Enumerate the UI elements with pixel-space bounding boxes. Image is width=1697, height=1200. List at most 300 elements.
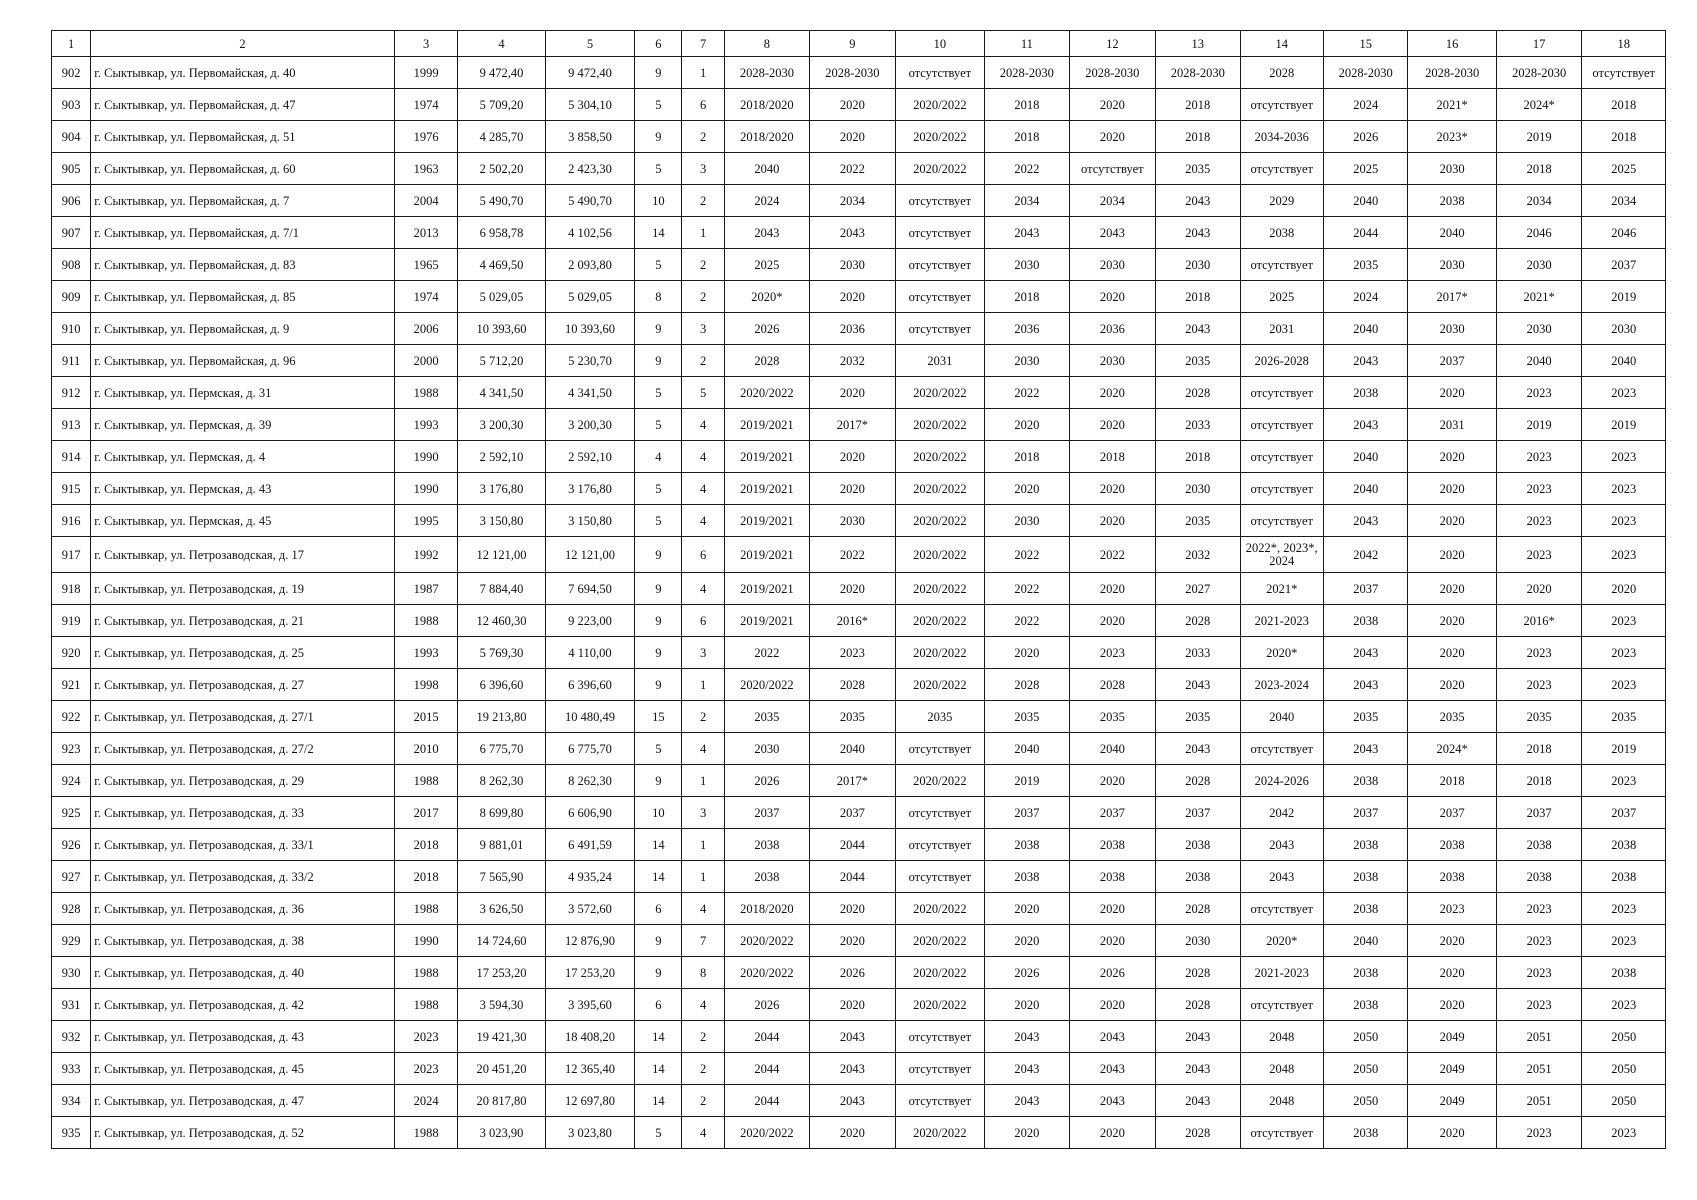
table-cell: 1974 bbox=[394, 281, 457, 313]
address-cell: г. Сыктывкар, ул. Первомайская, д. 47 bbox=[91, 89, 395, 121]
table-row bbox=[52, 121, 1666, 153]
table-cell: 2043 bbox=[985, 1085, 1069, 1117]
table-cell: 1990 bbox=[394, 925, 457, 957]
row-number-cell: 908 bbox=[52, 249, 91, 281]
table-cell: 2038 bbox=[1496, 861, 1581, 893]
table-cell: 2024-2026 bbox=[1240, 765, 1323, 797]
table-cell: 2043 bbox=[1069, 1021, 1155, 1053]
table-cell: 2 502,20 bbox=[458, 153, 545, 185]
table-cell: 2023 bbox=[1069, 637, 1155, 669]
table-cell: 2028 bbox=[1156, 765, 1240, 797]
table-cell: 1993 bbox=[394, 637, 457, 669]
table-cell: 2040 bbox=[1496, 345, 1581, 377]
table-cell: 1988 bbox=[394, 989, 457, 1021]
table-cell: 3 200,30 bbox=[458, 409, 545, 441]
table-cell: 2040 bbox=[1323, 441, 1407, 473]
table-cell: 2020 bbox=[985, 473, 1069, 505]
table-cell: 6 396,60 bbox=[458, 669, 545, 701]
table-cell: 2031 bbox=[1240, 313, 1323, 345]
table-cell: 2030 bbox=[724, 733, 809, 765]
table-cell: 12 121,00 bbox=[458, 537, 545, 573]
address-cell: г. Сыктывкар, ул. Пермская, д. 45 bbox=[91, 505, 395, 537]
table-cell: 2048 bbox=[1240, 1085, 1323, 1117]
table-cell: 2035 bbox=[1496, 701, 1581, 733]
row-number-cell: 909 bbox=[52, 281, 91, 313]
table-cell: 2038 bbox=[1323, 765, 1407, 797]
table-cell: 5 bbox=[635, 249, 682, 281]
table-cell: 2043 bbox=[1156, 217, 1240, 249]
table-cell: 3 858,50 bbox=[545, 121, 634, 153]
table-cell: 2040 bbox=[724, 153, 809, 185]
table-cell: 2043 bbox=[1156, 1021, 1240, 1053]
table-row bbox=[52, 1021, 1666, 1053]
table-cell: 2031 bbox=[1408, 409, 1496, 441]
table-cell: 2028 bbox=[724, 345, 809, 377]
table-cell: 2020/2022 bbox=[895, 637, 984, 669]
address-cell: г. Сыктывкар, ул. Первомайская, д. 9 bbox=[91, 313, 395, 345]
table-cell: 2038 bbox=[1408, 861, 1496, 893]
table-cell: 2028-2030 bbox=[724, 57, 809, 89]
table-cell: 2038 bbox=[1323, 861, 1407, 893]
table-cell: 14 bbox=[635, 1085, 682, 1117]
column-number-cell: 7 bbox=[682, 31, 724, 57]
table-cell: 2018 bbox=[1582, 121, 1666, 153]
table-cell: 2049 bbox=[1408, 1085, 1496, 1117]
table-cell: 2033 bbox=[1156, 409, 1240, 441]
address-cell: г. Сыктывкар, ул. Петрозаводская, д. 17 bbox=[91, 537, 395, 573]
table-cell: 5 029,05 bbox=[458, 281, 545, 313]
table-cell: 2038 bbox=[1156, 829, 1240, 861]
table-cell: 2043 bbox=[810, 1053, 895, 1085]
table-cell: 2023 bbox=[1496, 957, 1581, 989]
table-cell: 2022 bbox=[724, 637, 809, 669]
table-cell: 2038 bbox=[1323, 605, 1407, 637]
row-number-cell: 923 bbox=[52, 733, 91, 765]
table-cell: 2043 bbox=[1240, 829, 1323, 861]
table-cell: 2043 bbox=[1156, 1053, 1240, 1085]
table-cell: 2035 bbox=[1323, 249, 1407, 281]
table-cell: 1990 bbox=[394, 441, 457, 473]
table-cell: 2016* bbox=[1496, 605, 1581, 637]
column-number-cell: 16 bbox=[1408, 31, 1496, 57]
table-cell: 2022 bbox=[810, 537, 895, 573]
table-cell: 2 bbox=[682, 121, 724, 153]
column-number-cell: 3 bbox=[394, 31, 457, 57]
table-cell: 2020/2022 bbox=[895, 441, 984, 473]
table-cell: 2020 bbox=[810, 121, 895, 153]
table-cell: 2 592,10 bbox=[458, 441, 545, 473]
row-number-cell: 904 bbox=[52, 121, 91, 153]
table-cell: 2023 bbox=[1582, 989, 1666, 1021]
table-cell: 3 bbox=[682, 637, 724, 669]
table-cell: 5 029,05 bbox=[545, 281, 634, 313]
table-cell: 2 bbox=[682, 345, 724, 377]
table-cell: 6 bbox=[635, 989, 682, 1021]
table-cell: 2020 bbox=[1408, 669, 1496, 701]
table-cell: 2037 bbox=[1496, 797, 1581, 829]
table-cell: 2020 bbox=[1408, 537, 1496, 573]
table-cell: 2034-2036 bbox=[1240, 121, 1323, 153]
address-cell: г. Сыктывкар, ул. Петрозаводская, д. 33/2 bbox=[91, 861, 395, 893]
table-row bbox=[52, 153, 1666, 185]
column-number-cell: 4 bbox=[458, 31, 545, 57]
table-cell: отсутствует bbox=[895, 185, 984, 217]
table-cell: 2022 bbox=[985, 573, 1069, 605]
table-cell: 2028 bbox=[1156, 957, 1240, 989]
table-cell: 3 bbox=[682, 313, 724, 345]
table-cell: 9 472,40 bbox=[458, 57, 545, 89]
table-cell: 2028 bbox=[1156, 989, 1240, 1021]
table-cell: 2043 bbox=[985, 1021, 1069, 1053]
table-cell: 2023 bbox=[1582, 377, 1666, 409]
column-number-cell: 11 bbox=[985, 31, 1069, 57]
table-cell: 2044 bbox=[1323, 217, 1407, 249]
table-cell: 1 bbox=[682, 217, 724, 249]
table-row bbox=[52, 57, 1666, 89]
table-cell: 5 490,70 bbox=[458, 185, 545, 217]
table-cell: 2017* bbox=[810, 409, 895, 441]
table-cell: 2027 bbox=[1156, 573, 1240, 605]
table-cell: 2030 bbox=[1408, 313, 1496, 345]
table-cell: 2020 bbox=[1496, 573, 1581, 605]
table-cell: 5 bbox=[635, 733, 682, 765]
table-cell: 1 bbox=[682, 861, 724, 893]
table-cell: 2020 bbox=[1408, 925, 1496, 957]
table-cell: 2020 bbox=[1408, 989, 1496, 1021]
table-cell: 1 bbox=[682, 669, 724, 701]
table-cell: 2035 bbox=[1156, 701, 1240, 733]
table-cell: 2018 bbox=[1069, 441, 1155, 473]
table-cell: 3 176,80 bbox=[458, 473, 545, 505]
table-cell: 2038 bbox=[1069, 861, 1155, 893]
table-cell: 2037 bbox=[1323, 573, 1407, 605]
table-cell: 2018 bbox=[394, 861, 457, 893]
table-cell: 20 451,20 bbox=[458, 1053, 545, 1085]
table-cell: 1988 bbox=[394, 765, 457, 797]
table-cell: 2030 bbox=[1069, 345, 1155, 377]
table-cell: отсутствует bbox=[1240, 441, 1323, 473]
table-cell: 2028-2030 bbox=[1323, 57, 1407, 89]
address-cell: г. Сыктывкар, ул. Первомайская, д. 7/1 bbox=[91, 217, 395, 249]
table-cell: 2038 bbox=[1156, 861, 1240, 893]
table-cell: 2044 bbox=[810, 829, 895, 861]
table-cell: 2020 bbox=[1069, 1117, 1155, 1149]
table-cell: 2018/2020 bbox=[724, 893, 809, 925]
row-number-cell: 910 bbox=[52, 313, 91, 345]
table-cell: 2018 bbox=[1156, 281, 1240, 313]
row-number-cell: 916 bbox=[52, 505, 91, 537]
table-row bbox=[52, 185, 1666, 217]
table-cell: 2044 bbox=[724, 1085, 809, 1117]
table-cell: 2020 bbox=[1582, 573, 1666, 605]
table-cell: 2038 bbox=[1323, 893, 1407, 925]
table-cell: 2043 bbox=[1069, 1085, 1155, 1117]
row-number-cell: 902 bbox=[52, 57, 91, 89]
table-cell: 2020 bbox=[810, 893, 895, 925]
table-cell: 2037 bbox=[1408, 797, 1496, 829]
table-cell: 1988 bbox=[394, 377, 457, 409]
table-cell: отсутствует bbox=[895, 313, 984, 345]
table-cell: 4 935,24 bbox=[545, 861, 634, 893]
table-cell: отсутствует bbox=[895, 733, 984, 765]
column-number-cell: 13 bbox=[1156, 31, 1240, 57]
table-cell: 2020 bbox=[1408, 1117, 1496, 1149]
table-cell: 10 393,60 bbox=[458, 313, 545, 345]
table-cell: 5 bbox=[635, 153, 682, 185]
table-cell: 2037 bbox=[810, 797, 895, 829]
address-cell: г. Сыктывкар, ул. Петрозаводская, д. 27/1 bbox=[91, 701, 395, 733]
table-cell: 2044 bbox=[724, 1053, 809, 1085]
table-cell: 8 699,80 bbox=[458, 797, 545, 829]
table-cell: 2017* bbox=[810, 765, 895, 797]
table-cell: 2020 bbox=[985, 925, 1069, 957]
table-cell: 2019/2021 bbox=[724, 605, 809, 637]
table-cell: 2023 bbox=[1582, 605, 1666, 637]
table-cell: 2037 bbox=[1323, 797, 1407, 829]
table-cell: 2037 bbox=[1582, 797, 1666, 829]
table-cell: 3 200,30 bbox=[545, 409, 634, 441]
table-cell: отсутствует bbox=[1240, 409, 1323, 441]
table-cell: 2020 bbox=[1069, 893, 1155, 925]
table-cell: 2020 bbox=[1408, 573, 1496, 605]
table-cell: 2023* bbox=[1408, 121, 1496, 153]
table-cell: 2028 bbox=[1156, 1117, 1240, 1149]
table-cell: 2013 bbox=[394, 217, 457, 249]
table-cell: 5 bbox=[682, 377, 724, 409]
table-cell: 2018 bbox=[1408, 765, 1496, 797]
table-cell: 2030 bbox=[1496, 313, 1581, 345]
table-cell: 2020 bbox=[810, 377, 895, 409]
row-number-cell: 907 bbox=[52, 217, 91, 249]
table-cell: 9 223,00 bbox=[545, 605, 634, 637]
table-cell: 7 bbox=[682, 925, 724, 957]
table-cell: 2018 bbox=[394, 829, 457, 861]
table-cell: 6 bbox=[635, 893, 682, 925]
table-cell: 2031 bbox=[895, 345, 984, 377]
table-cell: 2024* bbox=[1496, 89, 1581, 121]
table-cell: 2043 bbox=[1156, 313, 1240, 345]
address-cell: г. Сыктывкар, ул. Первомайская, д. 96 bbox=[91, 345, 395, 377]
table-cell: 2034 bbox=[1069, 185, 1155, 217]
table-cell: 2023 bbox=[1496, 377, 1581, 409]
table-cell: отсутствует bbox=[895, 1053, 984, 1085]
table-cell: отсутствует bbox=[1240, 249, 1323, 281]
table-cell: 2030 bbox=[1408, 153, 1496, 185]
table-row bbox=[52, 537, 1666, 573]
table-cell: 2023 bbox=[1496, 893, 1581, 925]
table-row bbox=[52, 733, 1666, 765]
table-cell: 2043 bbox=[985, 217, 1069, 249]
table-row bbox=[52, 957, 1666, 989]
table-cell: 2020 bbox=[1069, 377, 1155, 409]
table-cell: 2037 bbox=[1156, 797, 1240, 829]
table-cell: 2 bbox=[682, 281, 724, 313]
table-row bbox=[52, 89, 1666, 121]
table-cell: 2038 bbox=[1582, 957, 1666, 989]
table-cell: 2023 bbox=[1582, 637, 1666, 669]
address-cell: г. Сыктывкар, ул. Петрозаводская, д. 21 bbox=[91, 605, 395, 637]
table-cell: 2050 bbox=[1582, 1053, 1666, 1085]
table-cell: 5 bbox=[635, 89, 682, 121]
table-cell: 2037 bbox=[985, 797, 1069, 829]
table-cell: 4 bbox=[682, 1117, 724, 1149]
table-cell: 2020 bbox=[1069, 121, 1155, 153]
table-row bbox=[52, 345, 1666, 377]
table-cell: отсутствует bbox=[1240, 893, 1323, 925]
table-cell: 2017 bbox=[394, 797, 457, 829]
table-cell: 2019/2021 bbox=[724, 537, 809, 573]
table-cell: 2023 bbox=[1496, 537, 1581, 573]
table-row bbox=[52, 377, 1666, 409]
table-cell: 2038 bbox=[985, 861, 1069, 893]
table-cell: 6 bbox=[682, 605, 724, 637]
table-cell: 17 253,20 bbox=[458, 957, 545, 989]
row-number-cell: 912 bbox=[52, 377, 91, 409]
table-cell: 2026 bbox=[1323, 121, 1407, 153]
table-cell: 2010 bbox=[394, 733, 457, 765]
table-cell: 2018 bbox=[1496, 765, 1581, 797]
table-cell: 2037 bbox=[1408, 345, 1496, 377]
table-cell: 2 bbox=[682, 185, 724, 217]
table-cell: 2024 bbox=[1323, 89, 1407, 121]
table-cell: 1 bbox=[682, 57, 724, 89]
table-cell: 9 bbox=[635, 573, 682, 605]
table-cell: 2024 bbox=[394, 1085, 457, 1117]
table-cell: 2022 bbox=[985, 605, 1069, 637]
row-number-cell: 914 bbox=[52, 441, 91, 473]
table-cell: 1988 bbox=[394, 957, 457, 989]
address-cell: г. Сыктывкар, ул. Петрозаводская, д. 19 bbox=[91, 573, 395, 605]
table-cell: 1993 bbox=[394, 409, 457, 441]
table-cell: 2026-2028 bbox=[1240, 345, 1323, 377]
table-cell: 2025 bbox=[1582, 153, 1666, 185]
table-cell: 2023 bbox=[1496, 989, 1581, 1021]
table-cell: 3 bbox=[682, 797, 724, 829]
table-cell: 6 396,60 bbox=[545, 669, 634, 701]
table-cell: 2020/2022 bbox=[724, 669, 809, 701]
table-cell: 9 bbox=[635, 765, 682, 797]
address-cell: г. Сыктывкар, ул. Первомайская, д. 51 bbox=[91, 121, 395, 153]
column-number-cell: 2 bbox=[91, 31, 395, 57]
table-cell: 2046 bbox=[1496, 217, 1581, 249]
table-cell: 2019/2021 bbox=[724, 441, 809, 473]
table-cell: 2042 bbox=[1323, 537, 1407, 573]
table-cell: 2020 bbox=[810, 1117, 895, 1149]
table-cell: 2050 bbox=[1323, 1053, 1407, 1085]
table-cell: 1990 bbox=[394, 473, 457, 505]
table-cell: отсутствует bbox=[895, 829, 984, 861]
table-cell: 2019 bbox=[1582, 281, 1666, 313]
table-cell: 2022 bbox=[810, 153, 895, 185]
table-cell: 2020/2022 bbox=[895, 121, 984, 153]
table-cell: 2023 bbox=[1582, 893, 1666, 925]
table-cell: 2043 bbox=[1069, 217, 1155, 249]
table-cell: 2020 bbox=[810, 281, 895, 313]
table-cell: 3 023,90 bbox=[458, 1117, 545, 1149]
table-cell: отсутствует bbox=[1240, 89, 1323, 121]
table-cell: 4 341,50 bbox=[545, 377, 634, 409]
table-row bbox=[52, 765, 1666, 797]
table-cell: 2035 bbox=[1156, 153, 1240, 185]
table-cell: 6 606,90 bbox=[545, 797, 634, 829]
table-cell: 6 491,59 bbox=[545, 829, 634, 861]
table-cell: 2046 bbox=[1582, 217, 1666, 249]
table-cell: 6 775,70 bbox=[458, 733, 545, 765]
table-cell: 10 bbox=[635, 797, 682, 829]
row-number-cell: 934 bbox=[52, 1085, 91, 1117]
table-cell: 2022 bbox=[1069, 537, 1155, 573]
table-cell: 2044 bbox=[724, 1021, 809, 1053]
table-cell: 5 769,30 bbox=[458, 637, 545, 669]
table-cell: 2036 bbox=[810, 313, 895, 345]
table-cell: 2020/2022 bbox=[895, 669, 984, 701]
table-cell: 2030 bbox=[1496, 249, 1581, 281]
row-number-cell: 903 bbox=[52, 89, 91, 121]
table-cell: 2038 bbox=[1323, 957, 1407, 989]
address-cell: г. Сыктывкар, ул. Первомайская, д. 40 bbox=[91, 57, 395, 89]
table-cell: 9 bbox=[635, 957, 682, 989]
table-cell: 2025 bbox=[1240, 281, 1323, 313]
table-cell: 2038 bbox=[985, 829, 1069, 861]
row-number-cell: 922 bbox=[52, 701, 91, 733]
address-cell: г. Сыктывкар, ул. Петрозаводская, д. 40 bbox=[91, 957, 395, 989]
table-cell: 2020 bbox=[985, 409, 1069, 441]
table-cell: 2023 bbox=[1582, 505, 1666, 537]
table-cell: 2023 bbox=[1582, 537, 1666, 573]
table-cell: 2023 bbox=[1496, 925, 1581, 957]
table-cell: 2040 bbox=[1408, 217, 1496, 249]
table-cell: 2020/2022 bbox=[895, 153, 984, 185]
table-cell: 2040 bbox=[810, 733, 895, 765]
table-cell: 2028 bbox=[1069, 669, 1155, 701]
table-cell: 2018 bbox=[1156, 121, 1240, 153]
table-cell: 9 bbox=[635, 537, 682, 573]
table-cell: 7 565,90 bbox=[458, 861, 545, 893]
table-row bbox=[52, 669, 1666, 701]
table-cell: отсутствует bbox=[895, 1021, 984, 1053]
housing-register-table bbox=[51, 30, 1666, 1149]
table-cell: 2024 bbox=[1323, 281, 1407, 313]
table-cell: 5 bbox=[635, 409, 682, 441]
table-cell: 2020* bbox=[1240, 925, 1323, 957]
table-cell: отсутствует bbox=[1240, 377, 1323, 409]
table-cell: 2043 bbox=[1156, 1085, 1240, 1117]
table-cell: 14 bbox=[635, 1021, 682, 1053]
table-cell: 2020 bbox=[810, 473, 895, 505]
table-cell: 2028 bbox=[810, 669, 895, 701]
table-cell: 2021* bbox=[1240, 573, 1323, 605]
table-cell: 2042 bbox=[1240, 797, 1323, 829]
row-number-cell: 935 bbox=[52, 1117, 91, 1149]
table-cell: отсутствует bbox=[895, 797, 984, 829]
address-cell: г. Сыктывкар, ул. Петрозаводская, д. 52 bbox=[91, 1117, 395, 1149]
table-cell: 2018 bbox=[985, 121, 1069, 153]
table-cell: 4 bbox=[682, 893, 724, 925]
table-cell: 2038 bbox=[1408, 185, 1496, 217]
table-cell: 2020* bbox=[1240, 637, 1323, 669]
table-cell: 2049 bbox=[1408, 1053, 1496, 1085]
table-cell: 2020 bbox=[810, 573, 895, 605]
table-cell: 5 712,20 bbox=[458, 345, 545, 377]
table-cell: 5 bbox=[635, 473, 682, 505]
column-number-cell: 10 bbox=[895, 31, 984, 57]
row-number-cell: 931 bbox=[52, 989, 91, 1021]
table-cell: 2020/2022 bbox=[724, 1117, 809, 1149]
table-cell: 2020/2022 bbox=[895, 505, 984, 537]
table-cell: 3 395,60 bbox=[545, 989, 634, 1021]
table-cell: 1987 bbox=[394, 573, 457, 605]
table-cell: 5 bbox=[635, 1117, 682, 1149]
